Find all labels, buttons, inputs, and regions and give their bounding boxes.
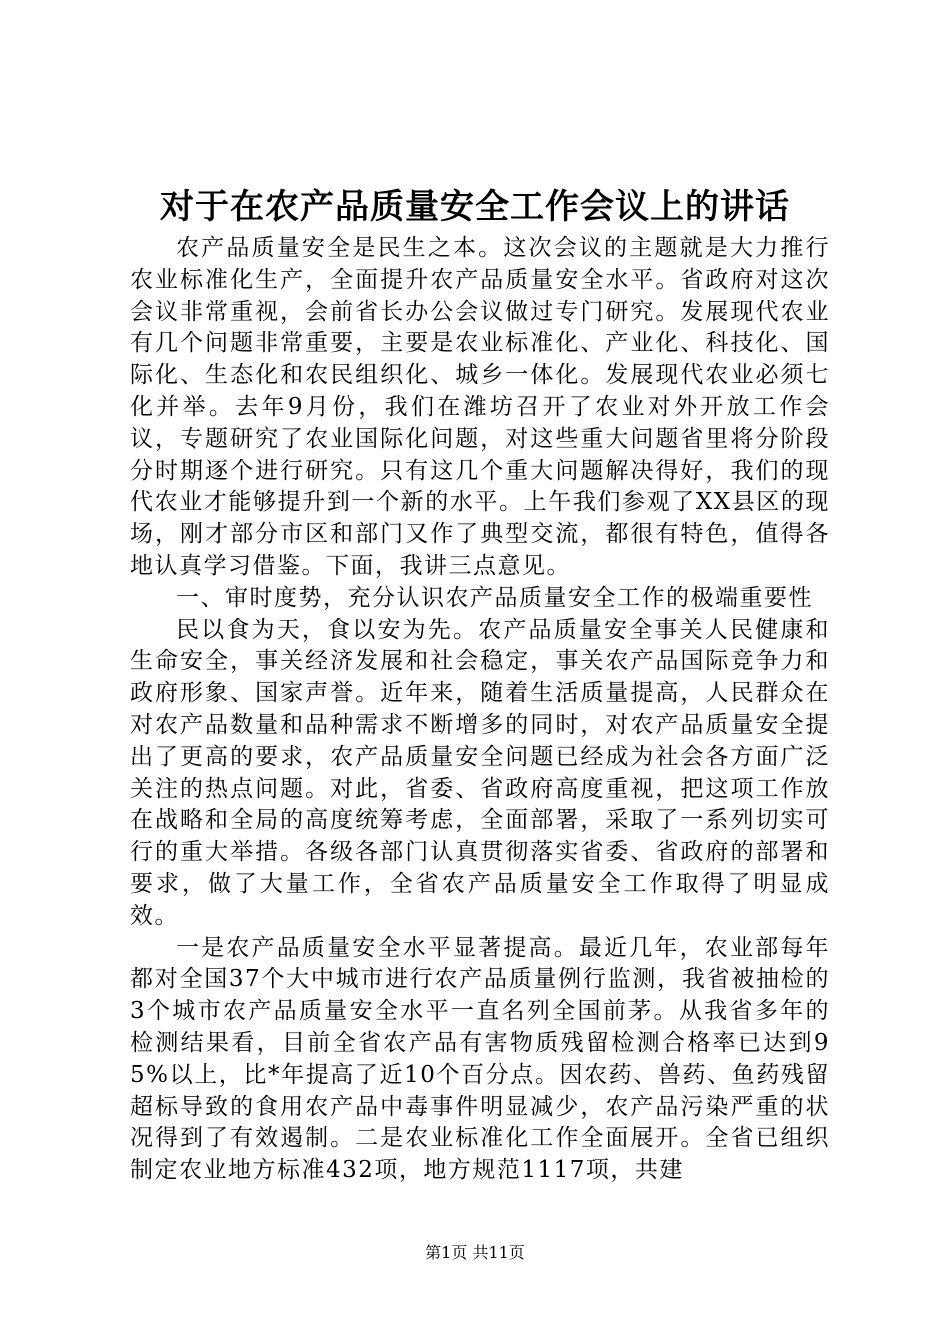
page-footer: 第1页 共11页	[425, 1243, 525, 1262]
section-heading-1: 一、审时度势，充分认识农产品质量安全工作的极端重要性	[176, 584, 813, 611]
document-title: 对于在农产品质量安全工作会议上的讲话	[160, 187, 790, 227]
paragraph-importance: 民以食为天，食以安为先。农产品质量安全事关人民健康和生命安全，事关经济发展和社会稳定，事关农产品国际竞争力和政府形象、国家声誉。近年来，随着生活质量提高，人民群众在对农产品数量和品种需求不断增多的同时，对农产品质量安全提出了更高的要求，农产品质量安全问题已经成为社会各方面广泛关注的热点问题。对此，省委、省政府高度重视，把这项工作放在战略和全局的高度统筹考虑，全面部署，采取了一系列切实可行的重大举措。各级各部门认真贯彻落实省委、省政府的部署和要求，做了大量工作，全省农产品质量安全工作取得了明显成效。	[130, 616, 830, 929]
paragraph-achievements: 一是农产品质量安全水平显著提高。最近几年，农业部每年都对全国37个大中城市进行农产品质量例行监测，我省被抽检的3个城市农产品质量安全水平一直名列全国前茅。从我省多年的检测结果看，目前全省农产品有害物质残留检测合格率已达到95%以上，比*年提高了近10个百分点。因农药、兽药、鱼药残留超标导致的食用农产品中毒事件明显减少，农产品污染严重的状况得到了有效遏制。二是农业标准化工作全面展开。全省已组织制定农业地方标准432项，地方规范1117项，共建	[130, 934, 830, 1184]
document-body	[130, 233, 830, 1187]
paragraph-intro: 农产品质量安全是民生之本。这次会议的主题就是大力推行农业标准化生产，全面提升农产品质量安全水平。省政府对这次会议非常重视，会前省长办公会议做过专门研究。发展现代农业有几个问题非常重要，主要是农业标准化、产业化、科技化、国际化、生态化和农民组织化、城乡一体化。发展现代农业必须七化并举。去年9月份，我们在潍坊召开了农业对外开放工作会议，专题研究了农业国际化问题，对这些重大问题省里将分阶段分时期逐个进行研究。只有这几个重大问题解决得好，我们的现代农业才能够提升到一个新的水平。上午我们参观了XX县区的现场，刚才部分市区和部门又作了典型交流，都很有特色，值得各地认真学习借鉴。下面，我讲三点意见。	[130, 235, 830, 579]
